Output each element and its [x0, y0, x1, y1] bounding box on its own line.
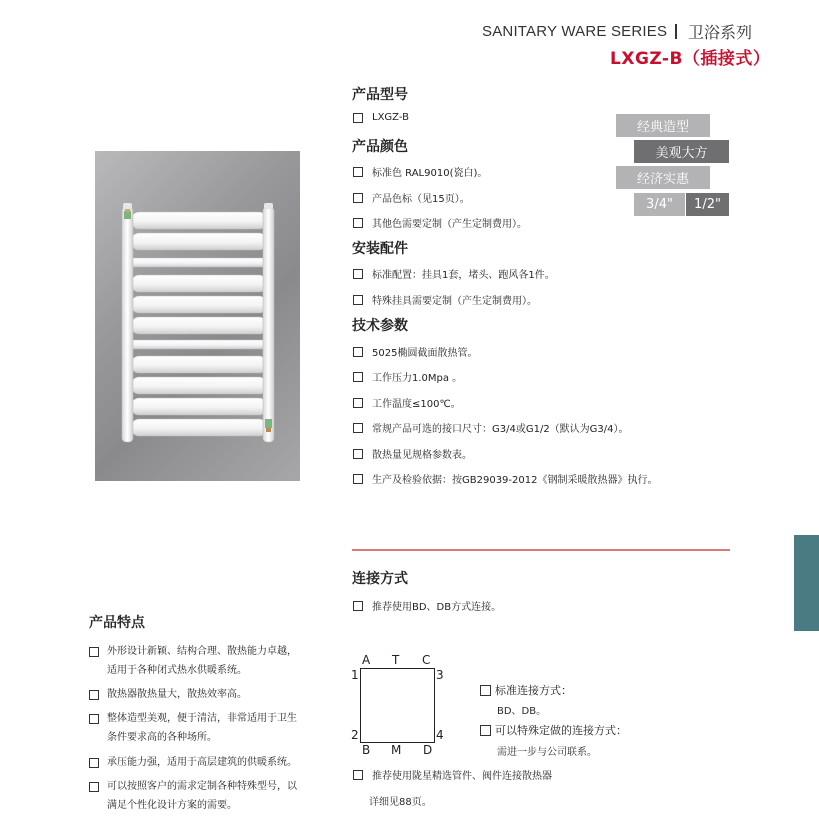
valve-icon	[265, 419, 272, 432]
fittings-section-title: 安装配件	[352, 241, 408, 257]
checkbox-icon	[353, 347, 363, 357]
diagram-label: C	[422, 653, 431, 667]
checkbox-icon	[353, 167, 363, 177]
feature-item: 承压能力强，适用于高层建筑的供暖系统。	[89, 753, 339, 772]
diagram-label: B	[362, 743, 371, 757]
list-item: 5025椭圆截面散热管。	[353, 344, 477, 359]
checkbox-icon	[480, 725, 491, 736]
checkbox-icon	[89, 782, 99, 792]
model-title: LXGZ-B（插接式）	[610, 49, 771, 69]
checkbox-icon	[353, 449, 363, 459]
connection-diagram	[350, 652, 450, 758]
feature-item: 外形设计新颖、结构合理、散热能力卓越， 适用于各种闭式热水供暖系统。	[89, 642, 339, 680]
checkbox-icon	[480, 685, 491, 696]
list-item: 特殊挂具需要定制（产生定制费用）。	[353, 292, 537, 307]
list-item: 推荐使用BD、DB方式连接。	[353, 598, 501, 613]
diagram-label: T	[392, 653, 400, 667]
features-section-title: 产品特点	[89, 615, 145, 631]
series-title-cn: 卫浴系列	[688, 23, 753, 42]
tag-economical: 经济实惠	[616, 166, 710, 189]
diagram-label: 3	[436, 668, 444, 682]
checkbox-icon	[353, 770, 363, 780]
diagram-label: M	[391, 743, 402, 757]
towel-radiator-illustration	[95, 151, 300, 481]
checkbox-icon	[353, 372, 363, 382]
recommend-page-ref: 详细见88页。	[369, 797, 432, 808]
title-separator	[675, 24, 677, 39]
connection-section-title: 连接方式	[352, 571, 408, 587]
feature-item: 整体造型美观，便于清洁，非常适用于卫生 条件要求高的各种场所。	[89, 709, 339, 747]
tag-elegant: 美观大方	[634, 140, 729, 163]
list-item: 工作压力1.0Mpa 。	[353, 369, 462, 384]
list-item: 产品色标（见15页）。	[353, 190, 470, 205]
product-photo	[95, 151, 300, 481]
section-divider	[352, 549, 730, 551]
checkbox-icon	[89, 690, 99, 700]
model-section-title: 产品型号	[352, 87, 408, 103]
air-vent-icon	[124, 209, 131, 219]
list-item: 散热量见规格参数表。	[353, 446, 472, 461]
standard-connection-label: 标准连接方式：	[480, 682, 572, 698]
diagram-label: 1	[351, 668, 359, 682]
checkbox-icon	[89, 647, 99, 657]
list-item: 标准配置：挂具1套，堵头、跑风各1件。	[353, 266, 555, 281]
checkbox-icon	[89, 714, 99, 724]
feature-item: 散热器散热量大，散热效率高。	[89, 685, 339, 704]
side-tab	[794, 535, 819, 631]
standard-connection-value: BD、DB。	[497, 706, 547, 717]
checkbox-icon	[353, 423, 363, 433]
series-title-en: SANITARY WARE SERIES	[482, 23, 668, 40]
checkbox-icon	[89, 758, 99, 768]
list-item: 生产及检验依据：按GB29039-2012《钢制采暖散热器》执行。	[353, 471, 657, 486]
diagram-square	[360, 668, 435, 743]
checkbox-icon	[353, 398, 363, 408]
checkbox-icon	[353, 474, 363, 484]
diagram-label: D	[423, 743, 433, 757]
list-item: 推荐使用陇星精选管件、阀件连接散热器	[353, 767, 552, 782]
list-item: 其他色需要定制（产生定制费用）。	[353, 215, 527, 230]
tag-size-3-4: 3/4"	[634, 193, 685, 216]
feature-item: 可以按照客户的需求定制各种特殊型号，以 满足个性化设计方案的需要。	[89, 777, 339, 815]
checkbox-icon	[353, 269, 363, 279]
color-section-title: 产品颜色	[352, 139, 408, 155]
diagram-label: 4	[436, 728, 444, 742]
checkbox-icon	[353, 218, 363, 228]
list-item: 常规产品可选的接口尺寸：G3/4或G1/2（默认为G3/4）。	[353, 420, 629, 435]
checkbox-icon	[353, 601, 363, 611]
special-connection-label: 可以特殊定做的连接方式：	[480, 722, 627, 738]
special-connection-value: 需进一步与公司联系。	[497, 747, 597, 758]
list-item: 标准色 RAL9010(瓷白)。	[353, 164, 487, 179]
tech-section-title: 技术参数	[352, 318, 408, 334]
list-item: LXGZ-B	[353, 112, 409, 123]
list-item: 工作温度≤100℃。	[353, 395, 461, 410]
diagram-label: A	[362, 653, 371, 667]
tag-size-1-2: 1/2"	[686, 193, 729, 216]
checkbox-icon	[353, 295, 363, 305]
checkbox-icon	[353, 193, 363, 203]
checkbox-icon	[353, 113, 363, 123]
tag-classic-design: 经典造型	[616, 114, 710, 137]
diagram-label: 2	[351, 728, 359, 742]
